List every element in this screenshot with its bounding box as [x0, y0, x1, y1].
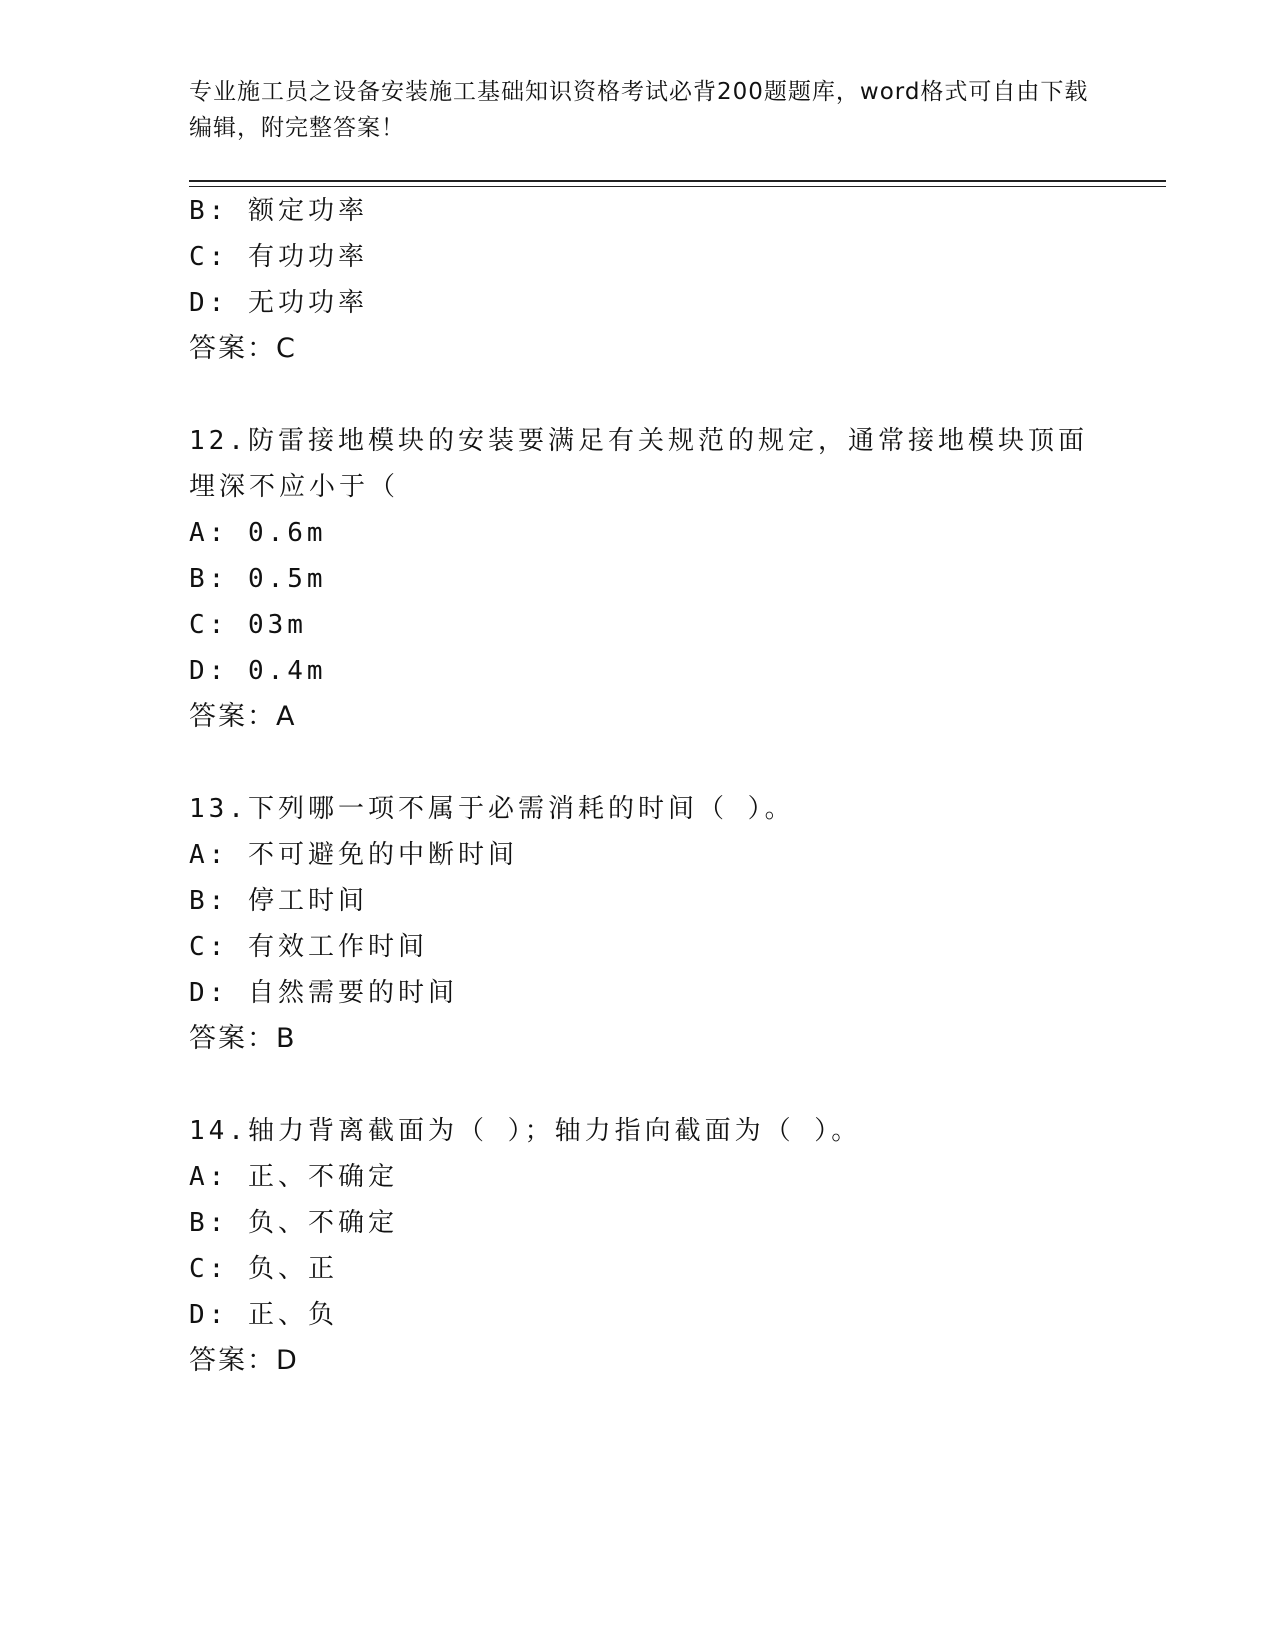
question-stem: 12.防雷接地模块的安装要满足有关规范的规定，通常接地模块顶面埋深不应小于（: [189, 426, 1088, 502]
answer-line: 答案：C: [189, 333, 297, 364]
question-stem: 13.下列哪一项不属于必需消耗的时间（ ）。: [189, 794, 795, 824]
question-stem: 14.轴力背离截面为（ ）；轴力指向截面为（ ）。: [189, 1116, 862, 1146]
option-b: B: 0.5m: [189, 564, 327, 594]
option-a: A: 不可避免的中断时间: [189, 840, 518, 870]
answer-line: 答案：D: [189, 1345, 299, 1376]
option-a: A: 正、不确定: [189, 1162, 398, 1192]
question-12: [189, 418, 1089, 740]
option-d: D: 正、负: [189, 1300, 338, 1330]
option-b: B: 停工时间: [189, 886, 368, 916]
page-header-title: 专业施工员之设备安装施工基础知识资格考试必背200题题库，word格式可自由下载编辑，附完整答案！: [189, 79, 1089, 141]
header-divider-thin: [189, 186, 1166, 187]
option-d: D: 无功功率: [189, 288, 368, 318]
option-c: C: 负、正: [189, 1254, 338, 1284]
option-a: A: 0.6m: [189, 518, 327, 548]
option-b: B: 负、不确定: [189, 1208, 398, 1238]
option-c: C: 有功功率: [189, 242, 368, 272]
question-list: [189, 188, 1089, 1384]
header-divider-thick: [189, 180, 1166, 182]
answer-line: 答案：B: [189, 1023, 297, 1054]
option-d: D: 0.4m: [189, 656, 327, 686]
question-13: [189, 786, 1089, 1062]
option-b: B: 额定功率: [189, 196, 368, 226]
question-11-continued: [189, 188, 1089, 372]
option-c: C: 有效工作时间: [189, 932, 428, 962]
option-d: D: 自然需要的时间: [189, 978, 458, 1008]
question-14: [189, 1108, 1089, 1384]
option-c: C: 03m: [189, 610, 307, 640]
answer-line: 答案：A: [189, 701, 297, 732]
